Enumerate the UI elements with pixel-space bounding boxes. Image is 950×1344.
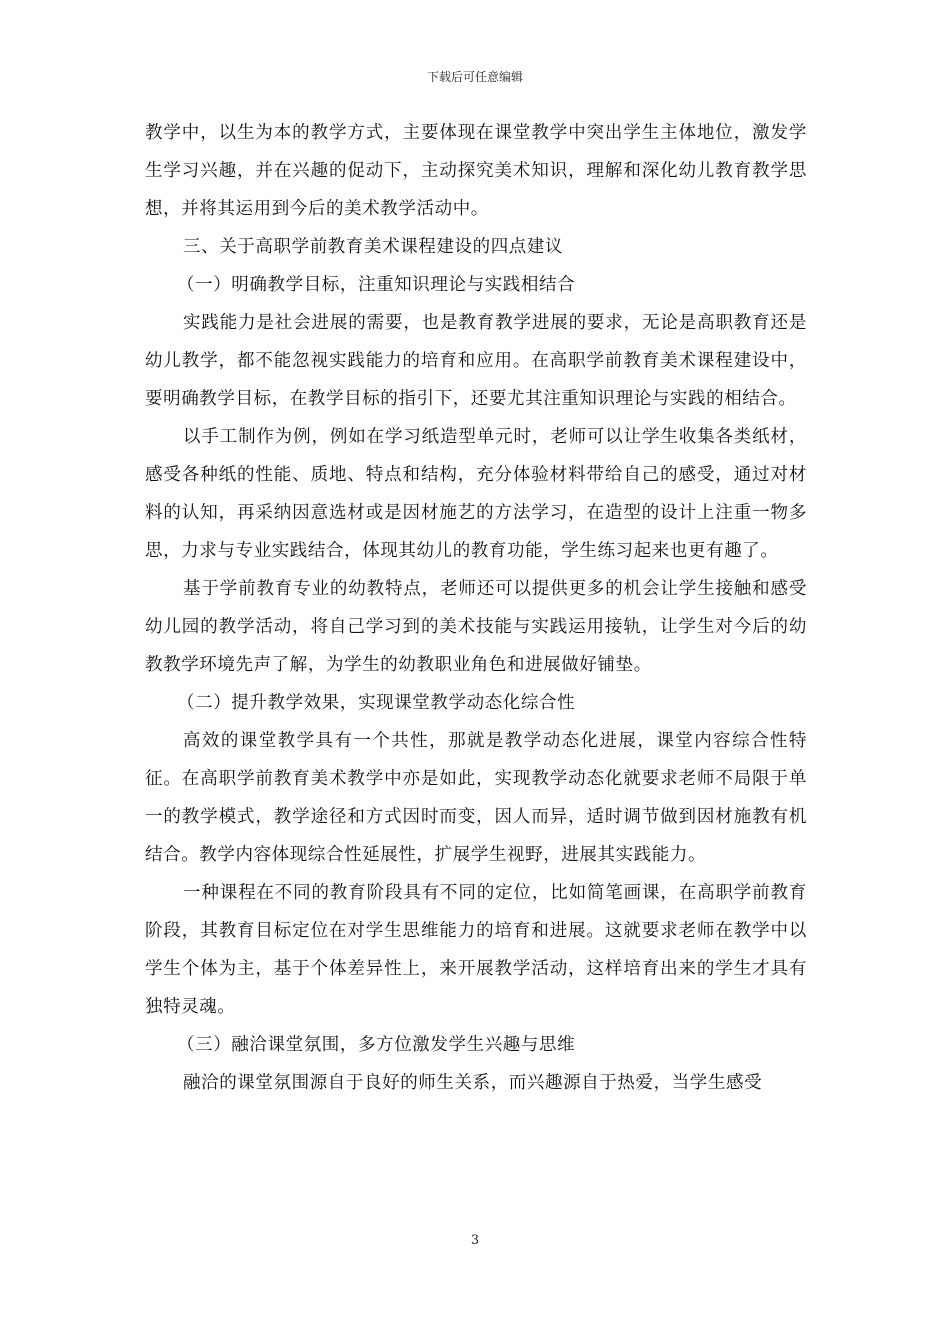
paragraph: 实践能力是社会进展的需要，也是教育教学进展的要求，无论是高职教育还是幼儿教学，都不能忽视实践能力的培育和应用。在高职学前教育美术课程建设中，要明确教学目标，在教学目标的指引下，还要尤其注重知识理论与实践的相结合。 <box>145 313 807 409</box>
document-body <box>145 114 807 1102</box>
subsection-heading-2: （二）提升教学效果，实现课堂教学动态化综合性 <box>177 693 576 713</box>
subsection-heading-3: （三）融洽课堂氛围，多方位激发学生兴趣与思维 <box>177 1035 576 1055</box>
section-heading-3: 三、关于高职学前教育美术课程建设的四点建议 <box>183 237 564 257</box>
paragraph: 融洽的课堂氛围源自于良好的师生关系，而兴趣源自于热爱，当学生感受 <box>183 1073 763 1093</box>
page-header: 下载后可任意编辑 <box>426 70 523 84</box>
page-number: 3 <box>470 1233 480 1248</box>
subsection-heading-1: （一）明确教学目标，注重知识理论与实践相结合 <box>177 275 576 295</box>
paragraph: 以手工制作为例，例如在学习纸造型单元时，老师可以让学生收集各类纸材，感受各种纸的性能、质地、特点和结构，充分体验材料带给自己的感受，通过对材料的认知，再采纳因意选材或是因材施艺的方法学习，在造型的设计上注重一物多思，力求与专业实践结合，体现其幼儿的教育功能，学生练习起来也更有趣了。 <box>145 427 807 561</box>
paragraph-continued: 教学中，以生为本的教学方式，主要体现在课堂教学中突出学生主体地位，激发学生学习兴趣，并在兴趣的促动下，主动探究美术知识，理解和深化幼儿教育教学思想，并将其运用到今后的美术教学活动中。 <box>145 123 807 219</box>
paragraph: 一种课程在不同的教育阶段具有不同的定位，比如简笔画课，在高职学前教育阶段，其教育目标定位在对学生思维能力的培育和进展。这就要求老师在教学中以学生个体为主，基于个体差异性上，来开展教学活动，这样培育出来的学生才具有独特灵魂。 <box>145 883 807 1017</box>
paragraph: 高效的课堂教学具有一个共性，那就是教学动态化进展，课堂内容综合性特征。在高职学前教育美术教学中亦是如此，实现教学动态化就要求老师不局限于单一的教学模式，教学途径和方式因时而变，因人而异，适时调节做到因材施教有机结合。教学内容体现综合性延展性，扩展学生视野，进展其实践能力。 <box>145 731 807 865</box>
paragraph: 基于学前教育专业的幼教特点，老师还可以提供更多的机会让学生接触和感受幼儿园的教学活动，将自己学习到的美术技能与实践运用接轨，让学生对今后的幼教教学环境先声了解，为学生的幼教职业角色和进展做好铺垫。 <box>145 579 807 675</box>
